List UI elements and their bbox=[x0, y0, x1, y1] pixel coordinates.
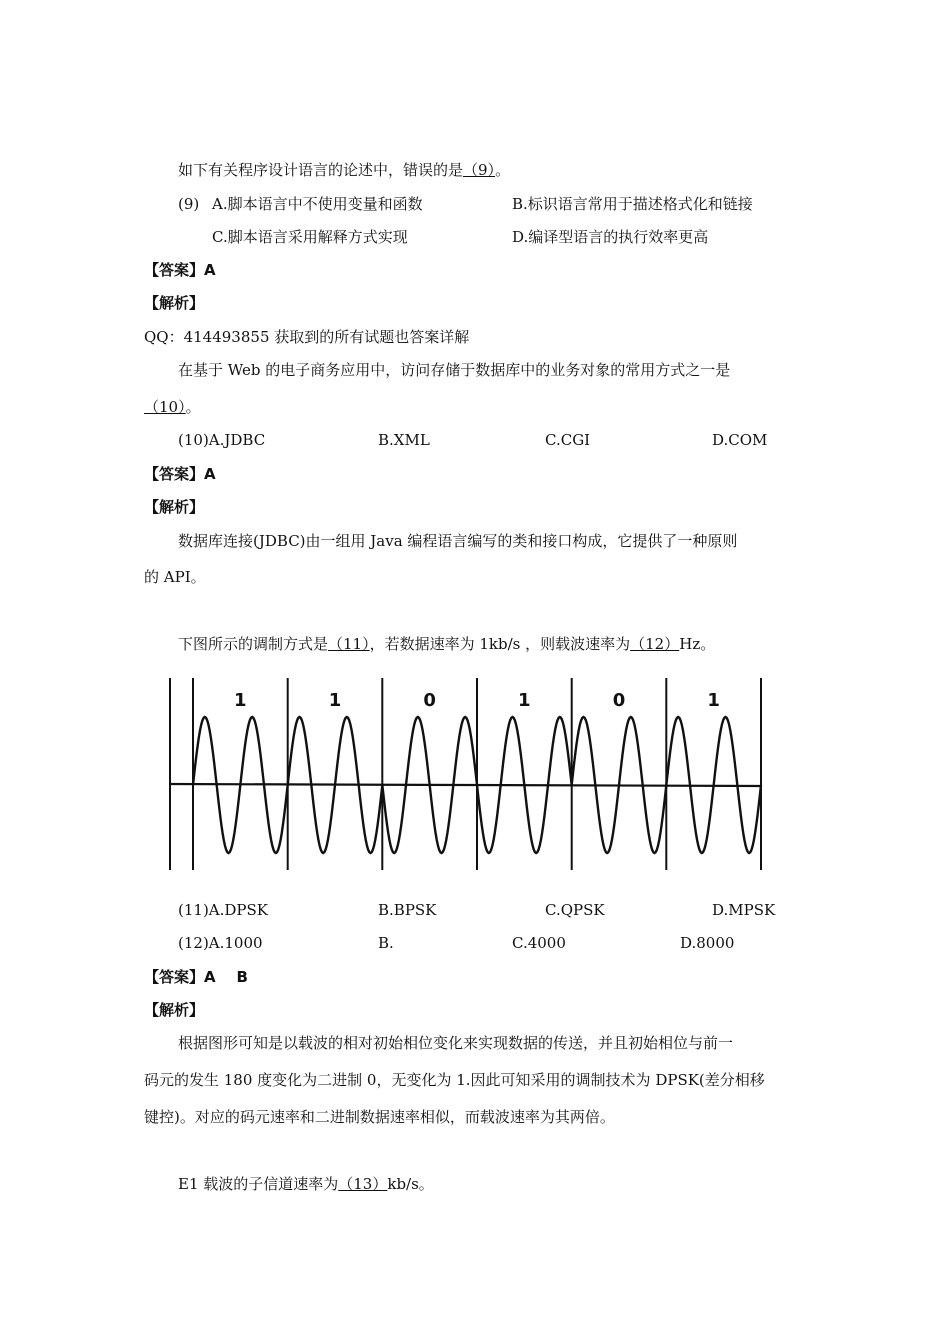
q11-answer-value: A B bbox=[204, 968, 248, 986]
q12-option-c: C.4000 bbox=[512, 934, 566, 952]
q12-option-a: (12)A.1000 bbox=[178, 934, 263, 952]
q13-stem-text: E1 载波的子信道速率为 bbox=[178, 1175, 339, 1193]
q9-option-b: B.标识语言常用于描述格式化和链接 bbox=[512, 195, 753, 213]
bit-label: 0 bbox=[612, 690, 626, 711]
q11-analysis-line2: 码元的发生 180 度变化为二进制 0，无变化为 1.因此可知采用的调制技术为 DPSK(差分相移 bbox=[144, 1071, 765, 1089]
q11-analysis-label: 【解析】 bbox=[144, 1001, 205, 1019]
q11-stem-text: 下图所示的调制方式是 bbox=[178, 635, 329, 653]
q11-stem-mid: ，若数据速率为 1kb/s ，则载波速率为 bbox=[369, 635, 631, 653]
bit-label: 0 bbox=[423, 690, 436, 711]
q12-option-b: B. bbox=[378, 934, 394, 952]
q10-answer-value: A bbox=[204, 465, 216, 483]
q11-analysis-line3: 键控)。对应的码元速率和二进制数据速率相似，而载波速率为其两倍。 bbox=[144, 1108, 615, 1126]
bit-label: 1 bbox=[234, 690, 247, 711]
figure-dividers bbox=[170, 678, 761, 870]
q11-option-b: B.BPSK bbox=[378, 901, 437, 919]
q10-option-d: D.COM bbox=[712, 431, 768, 449]
q13-stem bbox=[178, 1174, 434, 1194]
q10-stem-line1: 在基于 Web 的电子商务应用中，访问存储于数据库中的业务对象的常用方式之一是 bbox=[178, 361, 731, 379]
q11-answer-label: 【答案】 bbox=[144, 968, 205, 986]
q9-answer-value: A bbox=[204, 261, 216, 279]
q11-stem bbox=[178, 634, 715, 654]
q13-stem-end: kb/s。 bbox=[387, 1175, 434, 1193]
q9-analysis-label: 【解析】 bbox=[144, 294, 205, 312]
q12-option-d: D.8000 bbox=[680, 934, 735, 952]
q11-analysis-line1: 根据图形可知是以载波的相对初始相位变化来实现数据的传送，并且初始相位与前一 bbox=[178, 1034, 734, 1052]
q9-option-c: C.脚本语言采用解释方式实现 bbox=[212, 228, 408, 246]
q10-analysis-label: 【解析】 bbox=[144, 498, 205, 516]
q11-stem-end: Hz。 bbox=[679, 635, 716, 653]
time-axis bbox=[170, 784, 761, 786]
q9-stem bbox=[178, 160, 510, 180]
q9-answer bbox=[144, 260, 216, 280]
bit-label: 1 bbox=[518, 690, 531, 711]
q10-blank: （10） bbox=[144, 398, 186, 416]
q10-answer-label: 【答案】 bbox=[144, 465, 205, 483]
q11-option-d: D.MPSK bbox=[712, 901, 776, 919]
q10-stem-end: 。 bbox=[185, 398, 201, 416]
bit-label: 1 bbox=[707, 690, 720, 711]
dpsk-waveform-figure bbox=[168, 672, 768, 872]
q13-blank: （13） bbox=[338, 1175, 388, 1193]
q9-option-a: A.脚本语言中不使用变量和函数 bbox=[212, 195, 423, 213]
q9-blank: （9） bbox=[463, 161, 496, 179]
q10-analysis-line1: 数据库连接(JDBC)由一组用 Java 编程语言编写的类和接口构成，它提供了一种原则 bbox=[178, 532, 738, 550]
q11-option-a: (11)A.DPSK bbox=[178, 901, 268, 919]
q10-option-c: C.CGI bbox=[545, 431, 591, 449]
q10-option-a: (10)A.JDBC bbox=[178, 431, 266, 449]
q9-answer-label: 【答案】 bbox=[144, 261, 205, 279]
q10-option-b: B.XML bbox=[378, 431, 430, 449]
q9-number: (9) bbox=[178, 195, 200, 213]
q11-blank: （11） bbox=[328, 635, 370, 653]
q10-stem-line2 bbox=[144, 397, 201, 417]
q9-stem-text: 如下有关程序设计语言的论述中，错误的是 bbox=[178, 161, 464, 179]
q12-blank: （12） bbox=[630, 635, 680, 653]
bit-label: 1 bbox=[328, 690, 342, 711]
q9-qq-note: QQ：414493855 获取到的所有试题也答案详解 bbox=[144, 328, 470, 346]
q10-analysis-line2: 的 API。 bbox=[144, 568, 206, 586]
q9-stem-end: 。 bbox=[495, 161, 511, 179]
q9-option-d: D.编译型语言的执行效率更高 bbox=[512, 228, 709, 246]
q11-answer bbox=[144, 967, 248, 987]
q10-answer bbox=[144, 464, 216, 484]
q11-option-c: C.QPSK bbox=[545, 901, 605, 919]
